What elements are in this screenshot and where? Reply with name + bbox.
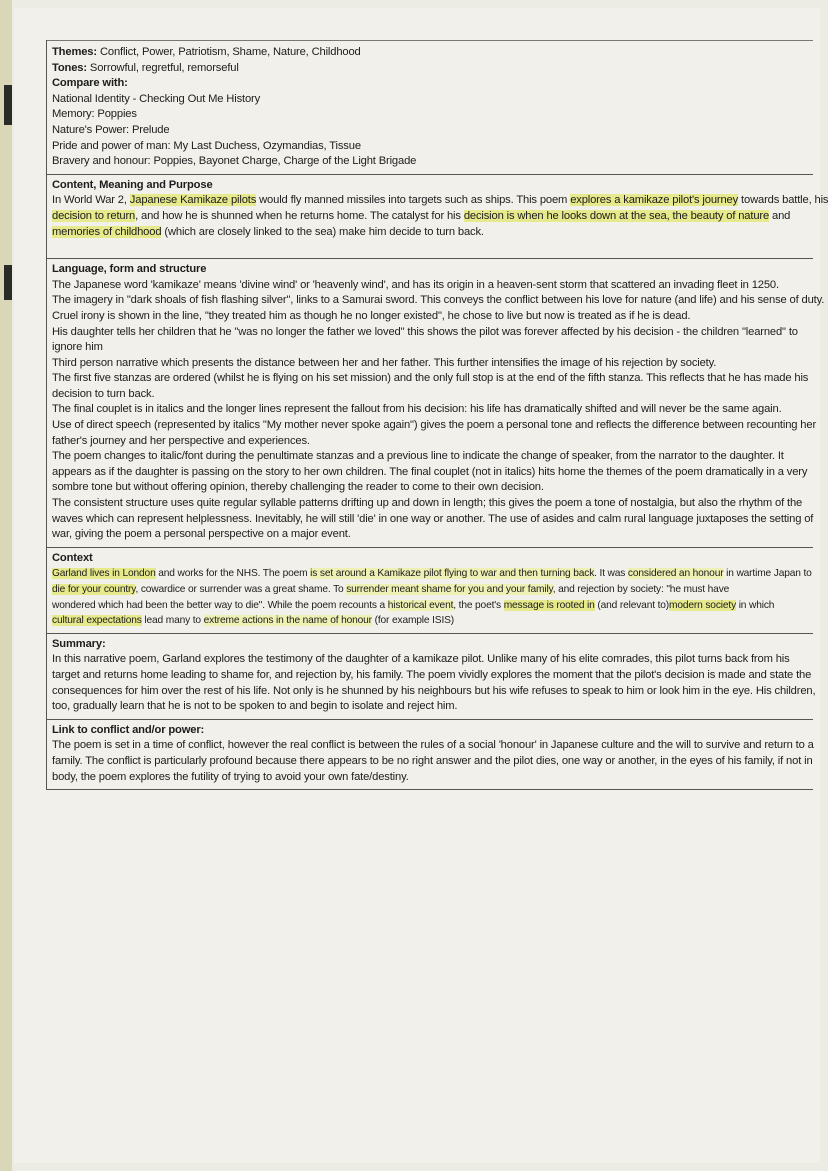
language-line: Third person narrative which presents the distance between her and her father. This further intensifies the image of his rejection by society. <box>52 356 717 369</box>
summary-line: too, gradually learn that he is not to be spoken to and begin to isolate and reject him. <box>52 700 458 713</box>
language-line: war, giving the poem a personal perspective on a major event. <box>52 528 351 541</box>
summary-line: target and returns home leading to shame for, and rejection by, his family. The poem vividly explores the moment that the pilot's decision is made and state the <box>52 668 812 681</box>
language-line: The final couplet is in italics and the longer lines represent the fallout from his decision: his life has dramatically shifted and will never be the same again. <box>52 403 782 416</box>
language-line: waves which can represent helplessness. Inevitably, he will still 'die' in one way or another. The use of asides and calm rural language juxtaposes the setting of <box>52 512 814 525</box>
compare-heading: Compare with: <box>52 77 128 90</box>
language-heading: Language, form and structure <box>52 263 207 276</box>
content-heading: Content, Meaning and Purpose <box>52 178 213 191</box>
tones-row: Tones: Sorrowful, regretful, remorseful <box>52 61 239 74</box>
compare-item: Bravery and honour: Poppies, Bayonet Charge, Charge of the Light Brigade <box>52 155 417 168</box>
link-line: body, the poem explores the futility of trying to avoid your own fate/destiny. <box>52 770 409 783</box>
compare-item: Memory: Poppies <box>52 108 137 121</box>
summary-section <box>47 634 816 720</box>
link-line: family. The conflict is particularly profound because there appears to be no right answer and the pilot dies, one way or another, in the eyes of his family, if not in <box>52 754 813 767</box>
link-line: The poem is set in a time of conflict, however the real conflict is between the rules of a social 'honour' in Japanese culture and the will to survive and return to a <box>52 739 814 752</box>
link-heading: Link to conflict and/or power: <box>52 723 205 736</box>
language-line: The Japanese word 'kamikaze' means 'divine wind' or 'heavenly wind', and has its origin in a heaven-sent storm that scattered an invading fleet in 1250. <box>52 278 779 291</box>
themes-row: Themes: Conflict, Power, Patriotism, Shame, Nature, Childhood <box>52 46 361 58</box>
context-line: die for your country, cowardice or surrender was a great shame. To surrender meant shame for you and your family, and rejection by society: "he must have <box>52 584 730 595</box>
language-line: Cruel irony is shown in the line, "they treated him as though he no longer existed", he chose to live but now is treated as if he is dead. <box>52 309 691 322</box>
page-edge <box>0 0 12 1171</box>
content-line: In World War 2, Japanese Kamikaze pilots would fly manned missiles into targets such as ships. This poem explores a kamikaze pilot's journey towards battle, his <box>52 194 828 207</box>
language-line: father's journey and her perspective and experiences. <box>52 434 310 447</box>
themes-section <box>47 40 813 175</box>
binder-mark <box>4 265 12 300</box>
summary-line: consequences for him over the rest of his life. Not only is he shunned by his neighbours but his wife refuses to speak to him or look him in the eye. His children, <box>52 684 816 697</box>
language-line: The first five stanzas are ordered (whilst he is flying on his set mission) and the only full stop is at the end of the fifth stanza. This reflects that he has made his <box>52 372 809 385</box>
revision-sheet <box>46 40 828 790</box>
content-section <box>47 175 828 259</box>
language-line: The imagery in "dark shoals of fish flashing silver", links to a Samurai sword. This conveys the conflict between his love for nature (and life) and his sense of duty. <box>52 294 825 307</box>
context-section <box>47 548 813 634</box>
summary-heading: Summary: <box>52 637 106 650</box>
compare-item: National Identity - Checking Out Me History <box>52 92 261 105</box>
language-line: Use of direct speech (represented by italics "My mother never spoke again") gives the poem a personal tone and reflects the difference between recounting her <box>52 419 817 432</box>
content-line: decision to return, and how he is shunned when he returns home. The catalyst for his decision is when he looks down at the sea, the beauty of nature and <box>52 209 791 222</box>
language-section <box>47 259 825 548</box>
language-line: ignore him <box>52 341 103 354</box>
language-line: His daughter tells her children that he "was no longer the father we loved" this shows the pilot was forever affected by his decision - the children "learned" to <box>52 325 798 338</box>
binder-mark <box>4 85 12 125</box>
summary-line: In this narrative poem, Garland explores the testimony of the daughter of a kamikaze pilot. Unlike many of his elite comrades, this pilot turns back from his <box>52 653 790 666</box>
language-line: decision to turn back. <box>52 387 155 400</box>
context-heading: Context <box>52 551 93 564</box>
compare-item: Nature's Power: Prelude <box>52 123 170 136</box>
language-line: The consistent structure uses quite regular syllable patterns drifting up and down in length; this gives the poem a tone of nostalgia, but also the rhythm of the <box>52 497 803 510</box>
context-line: Garland lives in London and works for the NHS. The poem is set around a Kamikaze pilot flying to war and then turning back. It was considered an honour in wartime Japan to <box>52 568 812 580</box>
language-line: sombre tone but without offering opinion, thereby challenging the reader to come to their own decision. <box>52 481 544 494</box>
context-line: wondered which had been the better way to die". While the poem recounts a historical event, the poet's message is rooted in (and relevant to)modern society in which <box>52 599 775 611</box>
language-line: The poem changes to italic/font during the penultimate stanzas and a previous line to indicate the change of speaker, from the narrator to the daughter. It <box>52 450 784 463</box>
context-line: cultural expectations lead many to extreme actions in the name of honour (for example ISIS) <box>52 615 455 627</box>
compare-item: Pride and power of man: My Last Duchess, Ozymandias, Tissue <box>52 139 361 152</box>
language-line: appears as if the daughter is passing on the story to her own children. The final couplet (not in italics) hits home the themes of the poem dramatically in a very <box>52 465 808 478</box>
content-line: memories of childhood (which are closely linked to the sea) make him decide to turn back. <box>52 225 484 238</box>
link-section <box>47 720 813 790</box>
